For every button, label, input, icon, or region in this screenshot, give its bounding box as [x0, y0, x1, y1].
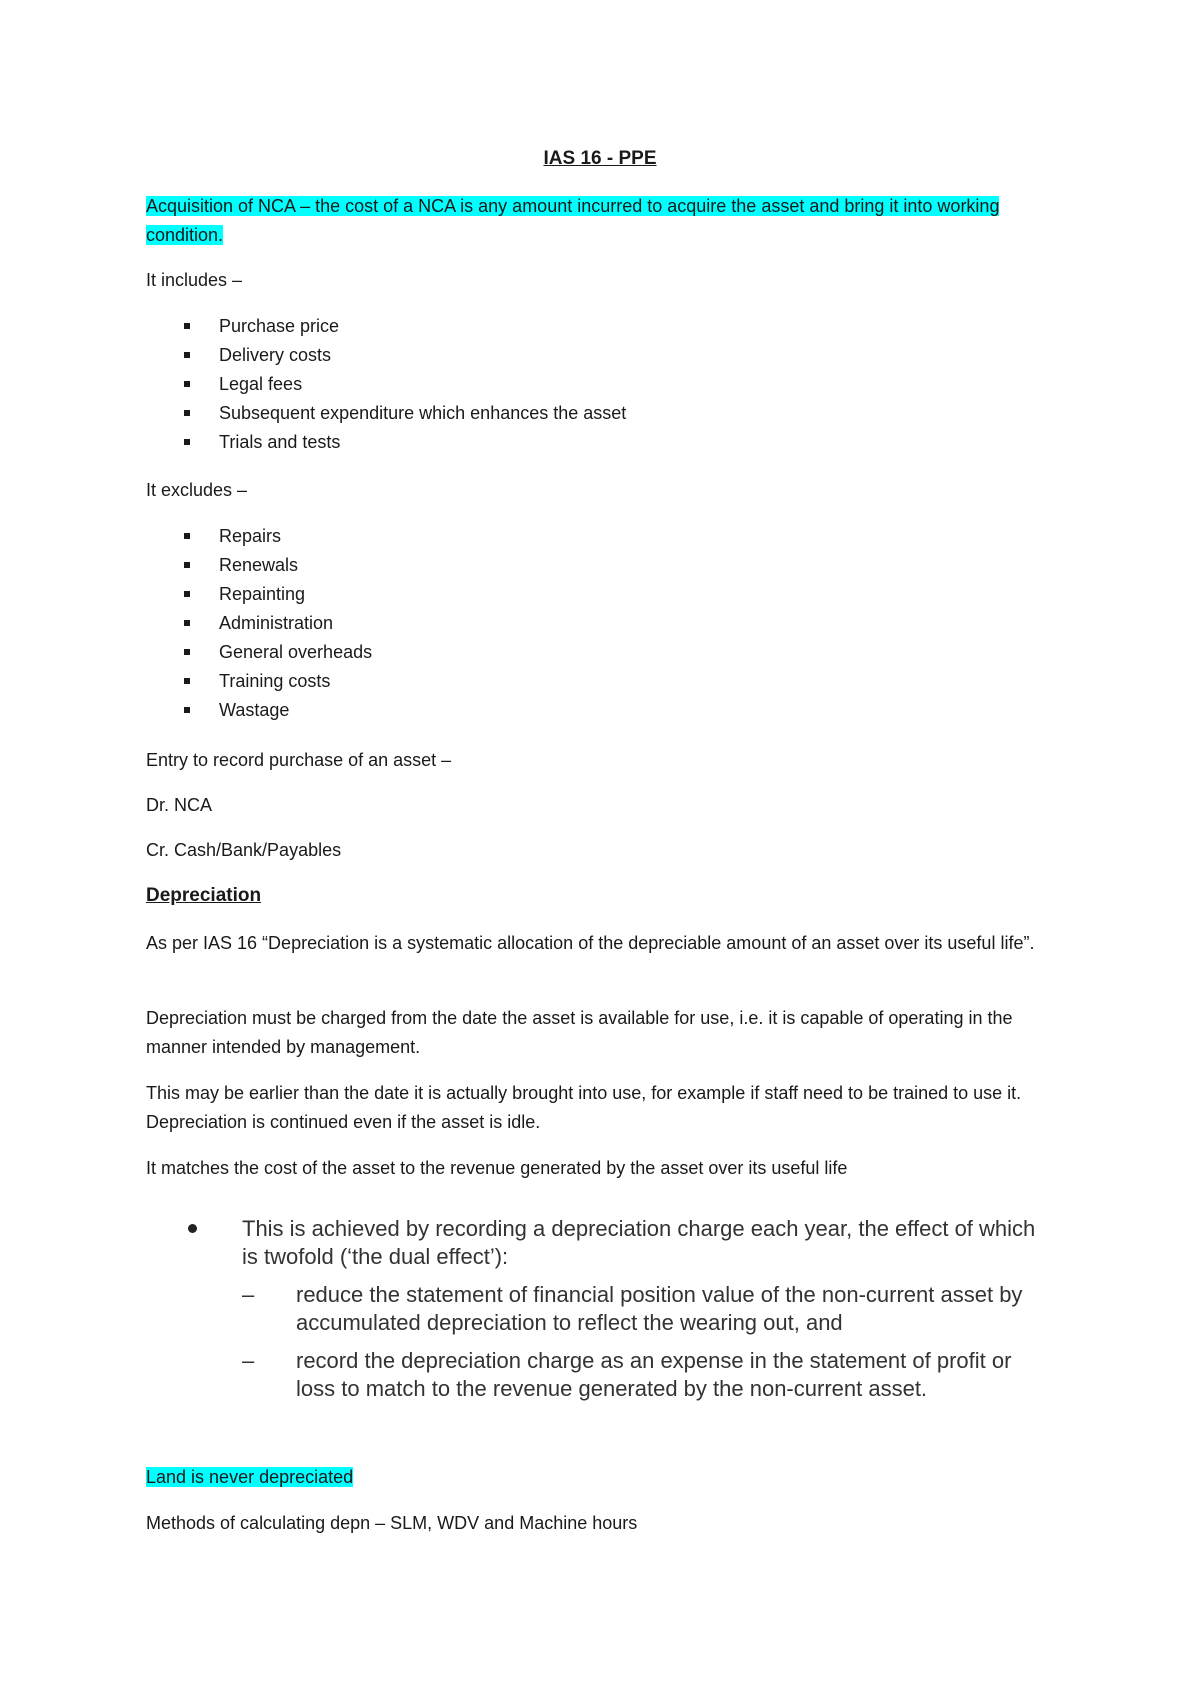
depreciation-start-paragraph: Depreciation must be charged from the date the asset is available for use, i.e. it is capable of operating in the manner intended by management. — [146, 1008, 1013, 1057]
dash-icon: – — [242, 1348, 255, 1373]
square-bullet-icon — [184, 352, 190, 358]
includes-label: It includes – — [146, 270, 243, 290]
excludes-label: It excludes – — [146, 480, 248, 500]
depreciation-heading: Depreciation — [146, 885, 262, 906]
methods-paragraph: Methods of calculating depn – SLM, WDV and Machine hours — [146, 1513, 638, 1533]
list-item: Wastage — [146, 696, 372, 725]
square-bullet-icon — [184, 649, 190, 655]
square-bullet-icon — [184, 439, 190, 445]
excludes-list — [146, 522, 372, 725]
square-bullet-icon — [184, 533, 190, 539]
land-note — [146, 1463, 1046, 1492]
list-item: Training costs — [146, 667, 372, 696]
square-bullet-icon — [184, 410, 190, 416]
dash-icon: – — [242, 1282, 255, 1307]
square-bullet-icon — [184, 707, 190, 713]
list-item: Subsequent expenditure which enhances the asset — [146, 399, 626, 428]
slide-bullet: This is achieved by recording a depreciation charge each year, the effect of which is twofold (‘the dual effect’): — [180, 1215, 1040, 1271]
list-item: Repairs — [146, 522, 372, 551]
depreciation-definition: As per IAS 16 “Depreciation is a systematic allocation of the depreciable amount of an asset over its useful life”. — [146, 933, 1035, 953]
slide-sub-bullet: – record the depreciation charge as an expense in the statement of profit or loss to match to the revenue generated by the non-current asset. — [242, 1348, 1012, 1401]
list-item: Administration — [146, 609, 372, 638]
land-note-highlight: Land is never depreciated — [146, 1467, 354, 1487]
depreciation-idle-paragraph: This may be earlier than the date it is actually brought into use, for example if staff need to be trained to use it. Depreciation is continued even if the asset is idle. — [146, 1083, 1022, 1132]
list-item: Purchase price — [146, 312, 626, 341]
square-bullet-icon — [184, 323, 190, 329]
square-bullet-icon — [184, 620, 190, 626]
intro-highlight: Acquisition of NCA – the cost of a NCA is any amount incurred to acquire the asset and bring it into working condition. — [146, 196, 1000, 245]
bullet-dot-icon — [188, 1224, 197, 1233]
list-item: Delivery costs — [146, 341, 626, 370]
matching-paragraph: It matches the cost of the asset to the revenue generated by the asset over its useful life — [146, 1158, 848, 1178]
entry-credit: Cr. Cash/Bank/Payables — [146, 840, 342, 860]
includes-list — [146, 312, 626, 457]
square-bullet-icon — [184, 591, 190, 597]
list-item: Renewals — [146, 551, 372, 580]
entry-debit: Dr. NCA — [146, 795, 213, 815]
intro-paragraph — [146, 192, 1046, 250]
list-item: Legal fees — [146, 370, 626, 399]
list-item: General overheads — [146, 638, 372, 667]
list-item: Repainting — [146, 580, 372, 609]
square-bullet-icon — [184, 381, 190, 387]
entry-label: Entry to record purchase of an asset – — [146, 750, 452, 770]
slide-sub-bullet: – reduce the statement of financial position value of the non-current asset by accumulated depreciation to reflect the wearing out, and — [242, 1282, 1023, 1335]
square-bullet-icon — [184, 678, 190, 684]
page-title: IAS 16 - PPE — [543, 148, 657, 169]
slide-excerpt — [180, 1215, 1040, 1403]
square-bullet-icon — [184, 562, 190, 568]
list-item: Trials and tests — [146, 428, 626, 457]
